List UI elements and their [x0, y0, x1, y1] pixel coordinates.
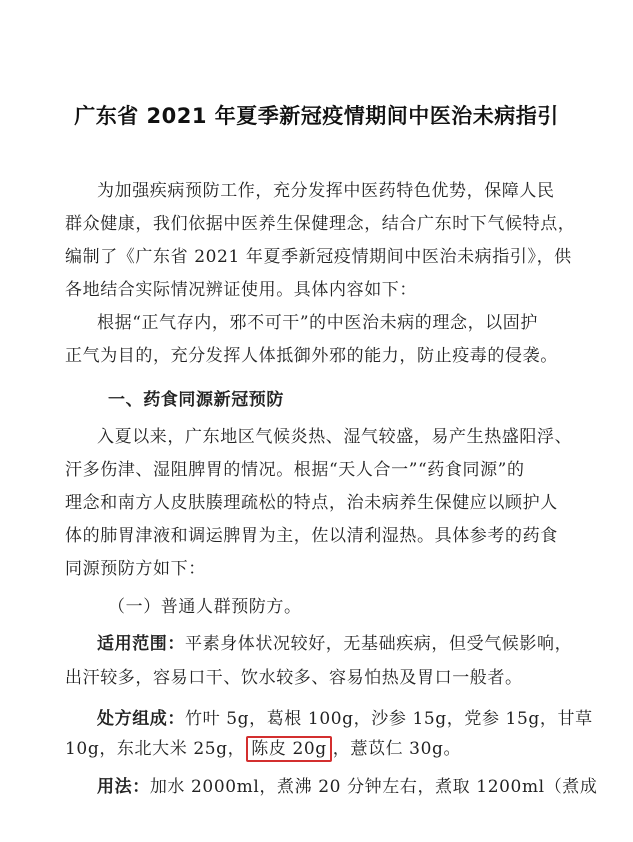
intro-line-2: 群众健康，我们依据中医养生保健理念，结合广东时下气候特点，	[65, 214, 576, 234]
applicable-text: 平素身体状况较好，无基础疾病，但受气候影响，	[185, 634, 573, 654]
intro-line-4: 各地结合实际情况辨证使用。具体内容如下：	[65, 280, 417, 300]
intro-line-1: 为加强疾病预防工作，充分发挥中医药特色优势，保障人民	[97, 181, 555, 201]
intro-line-3: 编制了《广东省 2021 年夏季新冠疫情期间中医治未病指引》，供	[65, 247, 572, 267]
prescription-line-2	[65, 738, 575, 760]
usage-text: 加水 2000ml，煮沸 20 分钟左右，煮取 1200ml（煮成	[149, 777, 598, 797]
applicable-line-2: 出汗较多，容易口干、饮水较多、容易怕热及胃口一般者。	[65, 668, 523, 688]
prescription-text-part-a: 10g，东北大米 25g，	[65, 739, 246, 759]
section-heading: 一、药食同源新冠预防	[108, 390, 284, 410]
principle-line-2: 正气为目的，充分发挥人体抵御外邪的能力，防止疫毒的侵袭。	[65, 346, 558, 366]
section-body-line-4: 体的肺胃津液和调运脾胃为主，佐以清利湿热。具体参考的药食	[65, 526, 558, 546]
highlighted-ingredient: 陈皮 20g	[246, 736, 332, 762]
applicable-label: 适用范围：	[97, 634, 185, 654]
section-body-line-3: 理念和南方人皮肤腠理疏松的特点，治未病养生保健应以顾护人	[65, 493, 558, 513]
section-body-line-2: 汗多伤津、湿阻脾胃的情况。根据“天人合一”“药食同源”的	[65, 460, 525, 480]
document-title: 广东省 2021 年夏季新冠疫情期间中医治未病指引	[74, 104, 559, 128]
prescription-line-1	[97, 708, 593, 730]
principle-line-1: 根据“正气存内，邪不可干”的中医治未病的理念，以固护	[97, 313, 538, 333]
prescription-text: 竹叶 5g，葛根 100g，沙参 15g，党参 15g，甘草	[185, 709, 593, 729]
applicable-line-1	[97, 633, 575, 655]
section-body-line-1: 入夏以来，广东地区气候炎热、湿气较盛，易产生热盛阳浮、	[97, 427, 573, 447]
subsection-heading: （一）普通人群预防方。	[108, 597, 302, 617]
prescription-label: 处方组成：	[97, 709, 185, 729]
usage-label: 用法：	[97, 777, 150, 797]
prescription-text-part-b: ，薏苡仁 30g。	[332, 739, 462, 759]
usage-line	[97, 776, 598, 798]
section-body-line-5: 同源预防方如下：	[65, 559, 206, 579]
